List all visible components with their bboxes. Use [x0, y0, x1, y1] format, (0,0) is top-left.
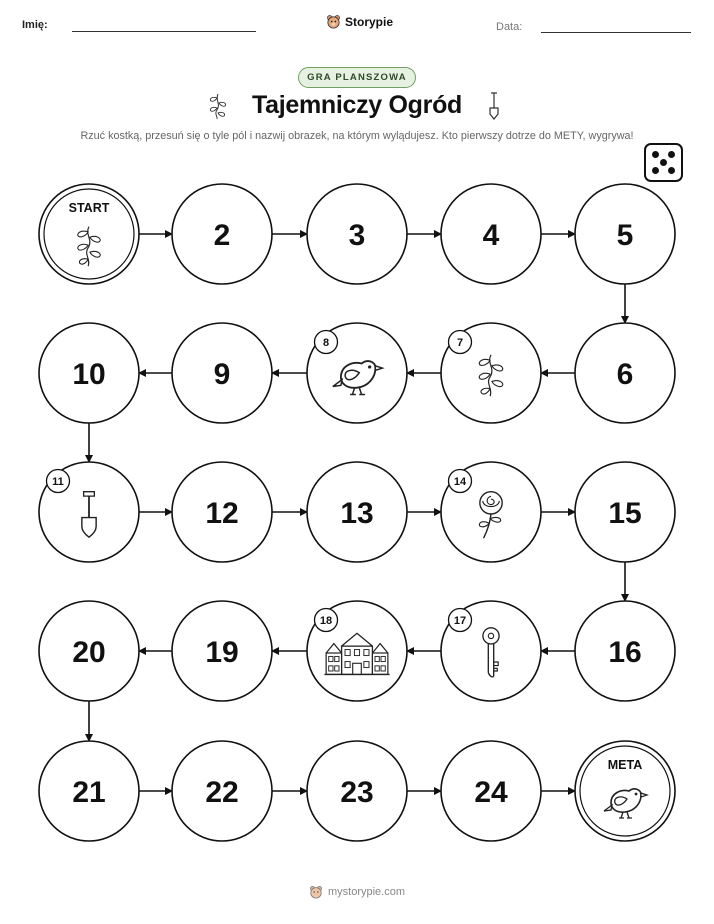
space-number: 17 [453, 615, 467, 627]
board-space-23 [307, 741, 407, 841]
space-number: 20 [72, 636, 106, 669]
space-number: 19 [205, 636, 239, 669]
board-space-12 [172, 462, 272, 562]
board-space-10 [39, 323, 139, 423]
space-number: 16 [608, 636, 642, 669]
footer-url: mystorypie.com [327, 886, 406, 898]
board-space-9 [172, 323, 272, 423]
space-number: 18 [319, 615, 333, 627]
space-number: 21 [72, 776, 106, 809]
space-number: 4 [482, 219, 500, 252]
board-space-22 [172, 741, 272, 841]
start-label: START [68, 201, 110, 215]
space-number: 10 [72, 358, 106, 391]
page-title: Tajemniczy Ogród [251, 91, 463, 119]
board-space-13 [307, 462, 407, 562]
board-space-20 [39, 601, 139, 701]
space-number: 22 [205, 776, 239, 809]
board-space-8 [307, 323, 407, 423]
board-space-3 [307, 184, 407, 284]
board-space-11 [39, 462, 139, 562]
storypie-mascot-icon [309, 885, 323, 899]
space-number: 7 [456, 337, 464, 349]
board-space-15 [575, 462, 675, 562]
space-number: 5 [616, 219, 634, 252]
space-number: 15 [608, 497, 642, 530]
space-number: 12 [205, 497, 239, 530]
board-space-25 [575, 741, 675, 841]
board-space-5 [575, 184, 675, 284]
board-space-17 [441, 601, 541, 701]
space-number: 13 [340, 497, 374, 530]
game-type-badge: GRA PLANSZOWA [298, 67, 416, 88]
space-number: 9 [213, 358, 231, 391]
space-number: 6 [616, 358, 634, 391]
board-space-2 [172, 184, 272, 284]
space-number: 23 [340, 776, 374, 809]
board-space-19 [172, 601, 272, 701]
space-number: 24 [474, 776, 508, 809]
space-number: 8 [322, 337, 330, 349]
board-space-18 [307, 601, 407, 701]
date-label: Data: [496, 21, 523, 33]
space-number: 11 [52, 476, 64, 488]
finish-label: META [607, 758, 643, 772]
board-space-21 [39, 741, 139, 841]
board-space-7 [441, 323, 541, 423]
board-space-24 [441, 741, 541, 841]
board-space-1 [39, 184, 139, 284]
board-space-14 [441, 462, 541, 562]
space-number: 2 [213, 219, 231, 252]
instructions: Rzuć kostką, przesuń się o tyle pól i nazwij obrazek, na którym wylądujesz. Kto pierwszy dotrze do METY, wygrywa! [80, 130, 634, 142]
board-space-4 [441, 184, 541, 284]
space-number: 3 [348, 219, 366, 252]
space-circle [39, 184, 139, 284]
footer [0, 885, 714, 899]
board-space-6 [575, 323, 675, 423]
board-space-16 [575, 601, 675, 701]
space-number: 14 [453, 476, 467, 488]
name-label: Imię: [22, 19, 48, 31]
brand-name: Storypie [345, 14, 394, 29]
